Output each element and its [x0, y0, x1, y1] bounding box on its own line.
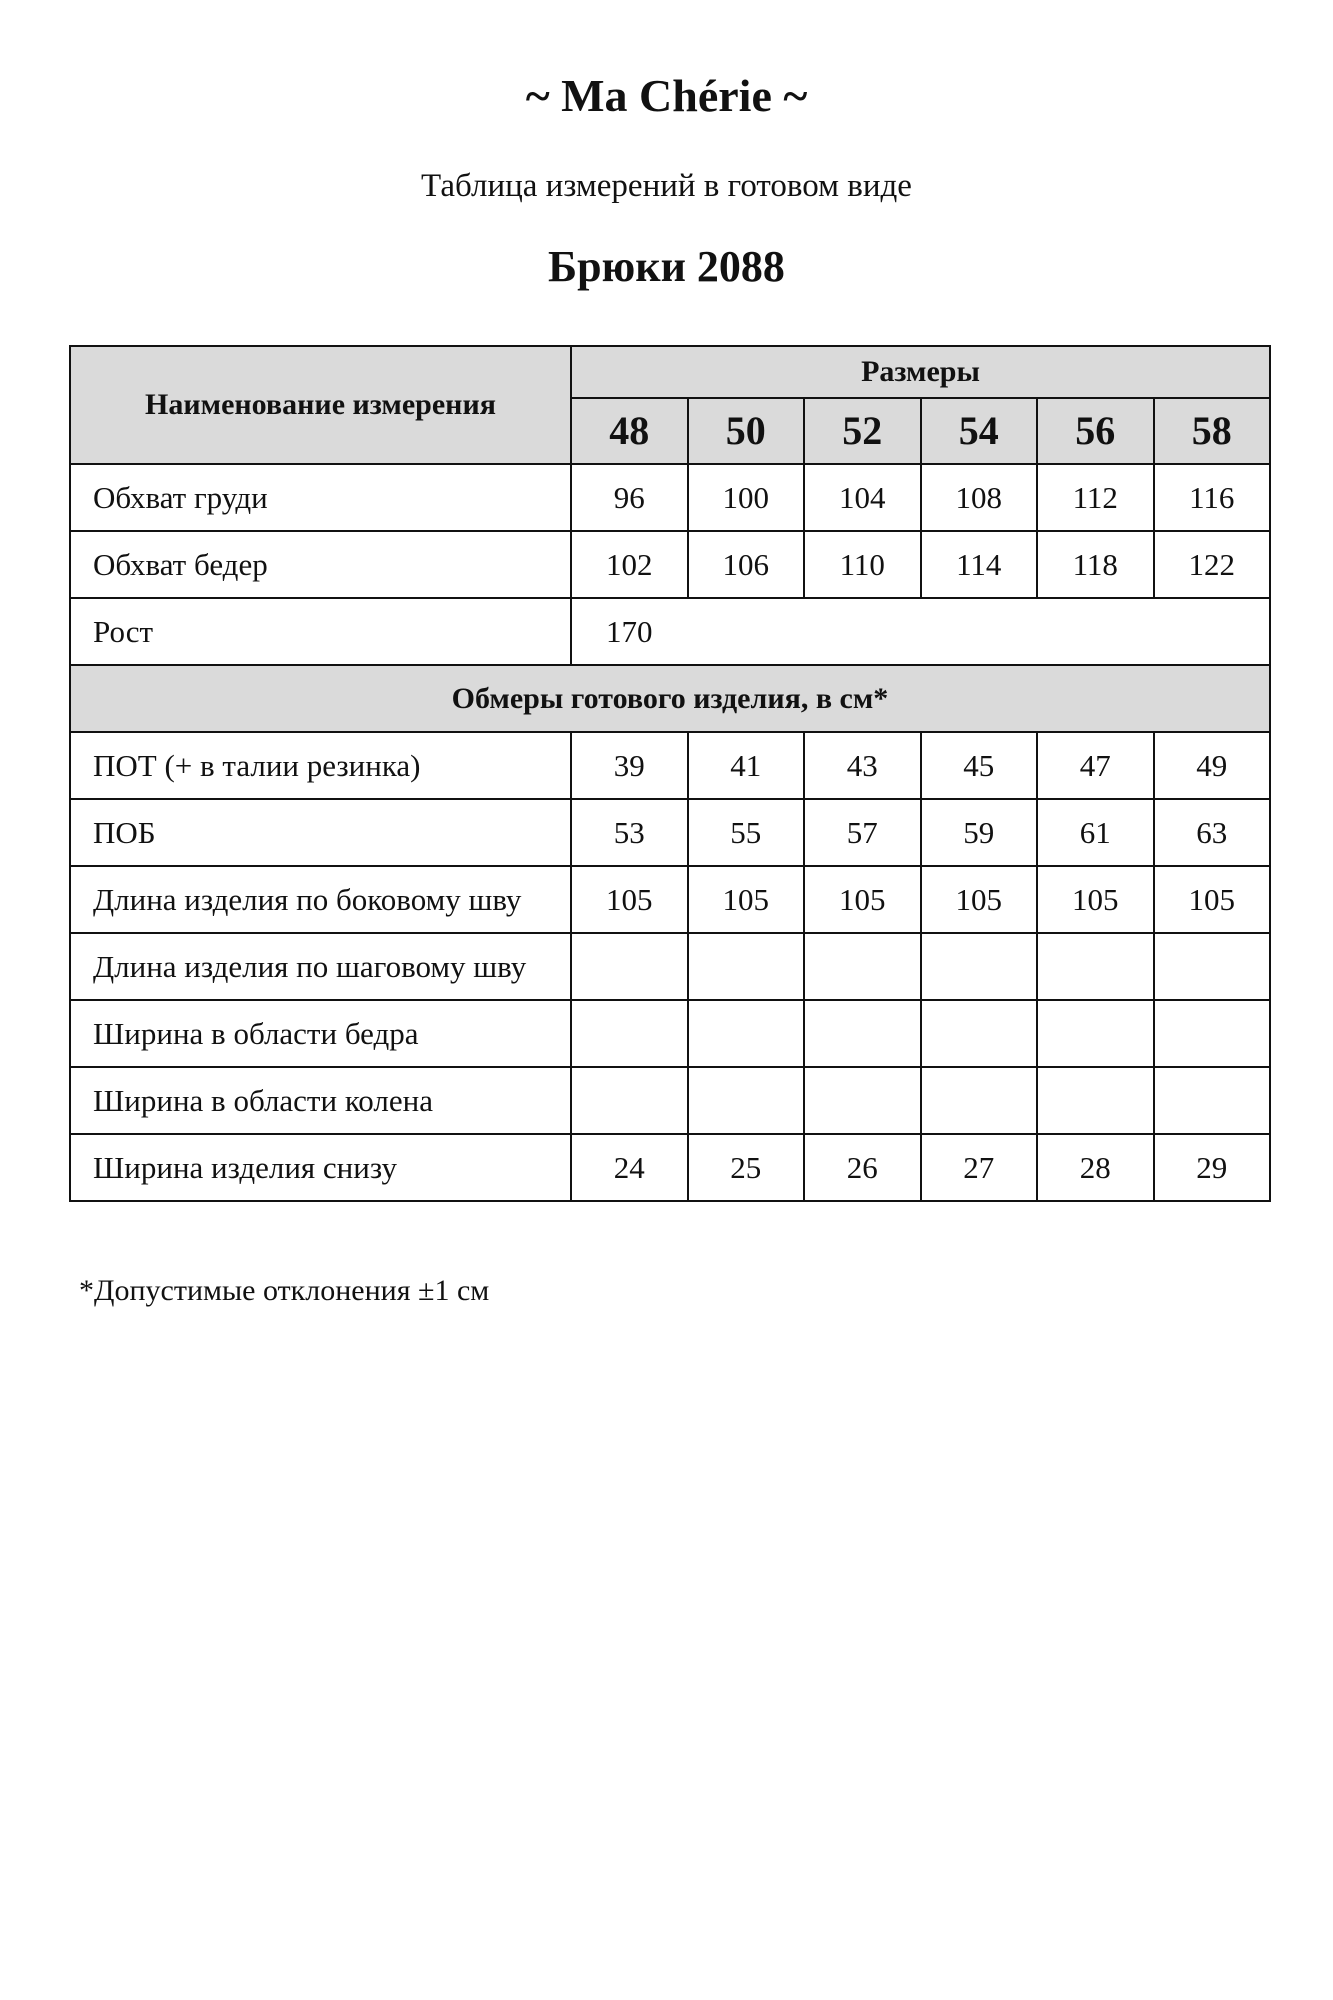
table-row-height: [70, 598, 1270, 665]
value-cell: 61: [1037, 799, 1154, 866]
value-cell: [571, 933, 688, 1000]
value-cell: 118: [1037, 531, 1154, 598]
table-row: [70, 933, 1270, 1000]
value-cell: [804, 1067, 921, 1134]
row-label: Длина изделия по шаговому шву: [70, 933, 571, 1000]
row-label: Обхват груди: [70, 464, 571, 531]
value-cell: 122: [1154, 531, 1271, 598]
value-cell: 96: [571, 464, 688, 531]
value-cell: [921, 1067, 1038, 1134]
value-cell: 53: [571, 799, 688, 866]
table-row: [70, 464, 1270, 531]
row-label: Ширина в области колена: [70, 1067, 571, 1134]
value-cell: 26: [804, 1134, 921, 1201]
value-cell: [688, 1000, 805, 1067]
row-label: Ширина в области бедра: [70, 1000, 571, 1067]
row-label: Обхват бедер: [70, 531, 571, 598]
value-cell: [1154, 1067, 1271, 1134]
value-cell: 45: [921, 732, 1038, 799]
size-header-cell: 58: [1154, 398, 1271, 464]
value-cell: 43: [804, 732, 921, 799]
garment-measurements: [70, 732, 1270, 1201]
value-cell: 114: [921, 531, 1038, 598]
value-cell: 106: [688, 531, 805, 598]
value-cell: 29: [1154, 1134, 1271, 1201]
size-header-cell: 50: [688, 398, 805, 464]
brand-title: ~ Ma Chérie ~: [525, 70, 808, 121]
value-cell: [1154, 933, 1271, 1000]
row-label: Рост: [70, 598, 571, 665]
table-row: [70, 866, 1270, 933]
table-row: [70, 732, 1270, 799]
value-cell: 55: [688, 799, 805, 866]
size-chart-table: [69, 345, 1271, 1202]
size-header-cell: 54: [921, 398, 1038, 464]
value-cell: [1037, 1000, 1154, 1067]
value-cell: 57: [804, 799, 921, 866]
value-cell: [571, 1000, 688, 1067]
footnote: *Допустимые отклонения ±1 см: [79, 1274, 490, 1307]
table-row: [70, 799, 1270, 866]
value-cell: 28: [1037, 1134, 1154, 1201]
table-row: [70, 1134, 1270, 1201]
value-cell: 63: [1154, 799, 1271, 866]
value-cell: 49: [1154, 732, 1271, 799]
value-cell: 39: [571, 732, 688, 799]
value-cell: 105: [1154, 866, 1271, 933]
value-cell: [688, 933, 805, 1000]
value-cell: 104: [804, 464, 921, 531]
height-value: 170: [571, 598, 1270, 665]
value-cell: [1037, 933, 1154, 1000]
value-cell: [804, 1000, 921, 1067]
size-header-cell: 48: [571, 398, 688, 464]
table-subtitle: Таблица измерений в готовом виде: [421, 168, 912, 204]
value-cell: 105: [1037, 866, 1154, 933]
value-cell: [1154, 1000, 1271, 1067]
row-label: ПОБ: [70, 799, 571, 866]
value-cell: 47: [1037, 732, 1154, 799]
value-cell: 24: [571, 1134, 688, 1201]
size-header-cell: 56: [1037, 398, 1154, 464]
value-cell: 41: [688, 732, 805, 799]
value-cell: 100: [688, 464, 805, 531]
row-label: Длина изделия по боковому шву: [70, 866, 571, 933]
measurement-name-header: Наименование измерения: [70, 346, 571, 464]
value-cell: [688, 1067, 805, 1134]
value-cell: [921, 933, 1038, 1000]
value-cell: [571, 1067, 688, 1134]
value-cell: 105: [921, 866, 1038, 933]
value-cell: 116: [1154, 464, 1271, 531]
value-cell: 27: [921, 1134, 1038, 1201]
value-cell: 105: [571, 866, 688, 933]
table-row: [70, 531, 1270, 598]
body-measurements: [70, 464, 1270, 598]
value-cell: [921, 1000, 1038, 1067]
table-row: [70, 1000, 1270, 1067]
value-cell: 112: [1037, 464, 1154, 531]
table-row: [70, 1067, 1270, 1134]
value-cell: 59: [921, 799, 1038, 866]
product-title: Брюки 2088: [548, 242, 785, 291]
value-cell: 102: [571, 531, 688, 598]
size-header-cell: 52: [804, 398, 921, 464]
row-label: ПОТ (+ в талии резинка): [70, 732, 571, 799]
value-cell: 110: [804, 531, 921, 598]
value-cell: 25: [688, 1134, 805, 1201]
sizes-header: Размеры: [571, 346, 1270, 398]
value-cell: 105: [804, 866, 921, 933]
value-cell: [804, 933, 921, 1000]
row-label: Ширина изделия снизу: [70, 1134, 571, 1201]
value-cell: 105: [688, 866, 805, 933]
section-header: Обмеры готового изделия, в см*: [70, 665, 1270, 732]
value-cell: 108: [921, 464, 1038, 531]
value-cell: [1037, 1067, 1154, 1134]
